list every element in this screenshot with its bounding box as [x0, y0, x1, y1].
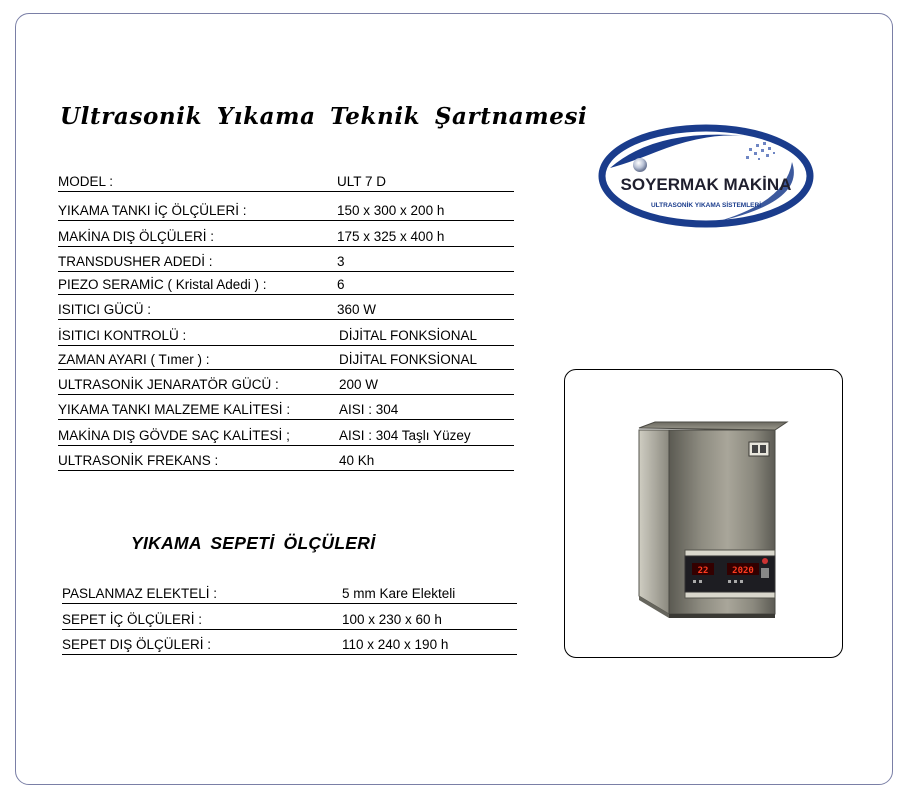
basket-label: SEPET DIŞ ÖLÇÜLERİ : [62, 637, 212, 652]
basket-row [62, 585, 517, 604]
spec-row [58, 351, 514, 370]
spec-label: ZAMAN AYARI ( Tımer ) : [58, 352, 210, 367]
spec-value: 40 Kh [339, 453, 375, 468]
spec-label: İSITICI KONTROLÜ : [58, 328, 187, 343]
spec-value: DİJİTAL FONKSİONAL [339, 352, 478, 367]
company-logo [596, 122, 814, 230]
spec-row [58, 376, 514, 395]
product-photo [565, 370, 844, 659]
spec-value: AISI : 304 Taşlı Yüzey [339, 428, 471, 443]
spec-row [58, 327, 514, 346]
basket-section-title: YIKAMA SEPETİ ÖLÇÜLERİ [131, 533, 376, 553]
spec-row [58, 173, 514, 192]
spec-row [58, 427, 514, 446]
spec-label: ISITICI GÜCÜ : [58, 302, 152, 317]
spec-label: MAKİNA DIŞ GÖVDE SAÇ KALİTESİ ; [58, 428, 290, 443]
spec-label: ULTRASONİK JENARATÖR GÜCÜ : [58, 377, 279, 392]
spec-value: 360 W [337, 302, 377, 317]
basket-value: 100 x 230 x 60 h [342, 612, 442, 627]
spec-value: 3 [337, 254, 345, 269]
spec-row [58, 228, 514, 247]
spec-value: 200 W [339, 377, 379, 392]
basket-row [62, 611, 517, 630]
temperature-display: 22 [697, 566, 709, 576]
spec-value: DİJİTAL FONKSİONAL [339, 328, 478, 343]
product-photo-frame [564, 369, 843, 658]
spec-value: AISI : 304 [339, 402, 399, 417]
timer-display: 2020 [732, 566, 754, 576]
basket-label: SEPET İÇ ÖLÇÜLERİ : [62, 612, 203, 627]
spec-label: MODEL : [58, 174, 114, 189]
basket-row [62, 636, 517, 655]
spec-row [58, 301, 514, 320]
spec-row [58, 253, 514, 272]
spec-label: YIKAMA TANKI MALZEME KALİTESİ : [58, 402, 291, 417]
spec-value: 6 [337, 277, 345, 292]
spec-label: MAKİNA DIŞ ÖLÇÜLERİ : [58, 229, 215, 244]
spec-label: PIEZO SERAMİC ( Kristal Adedi ) : [58, 277, 267, 292]
page-title: Ultrasonik Yıkama Teknik Şartnamesi [60, 103, 588, 130]
spec-value: ULT 7 D [337, 174, 387, 189]
spec-value: 150 x 300 x 200 h [337, 203, 445, 218]
spec-label: YIKAMA TANKI İÇ ÖLÇÜLERİ : [58, 203, 247, 218]
basket-value: 110 x 240 x 190 h [342, 637, 449, 652]
spec-row [58, 401, 514, 420]
spec-value: 175 x 325 x 400 h [337, 229, 445, 244]
spec-label: TRANSDUSHER ADEDİ : [58, 254, 213, 269]
logo-tagline: ULTRASONİK YIKAMA SİSTEMLERİ [650, 202, 762, 209]
basket-value: 5 mm Kare Elekteli [342, 586, 456, 601]
basket-label: PASLANMAZ ELEKTELİ : [62, 586, 218, 601]
spec-row [58, 276, 514, 295]
logo-name: SOYERMAK MAKİNA [620, 175, 792, 194]
spec-row [58, 452, 514, 471]
spec-label: ULTRASONİK FREKANS : [58, 453, 219, 468]
spec-row [58, 202, 514, 221]
